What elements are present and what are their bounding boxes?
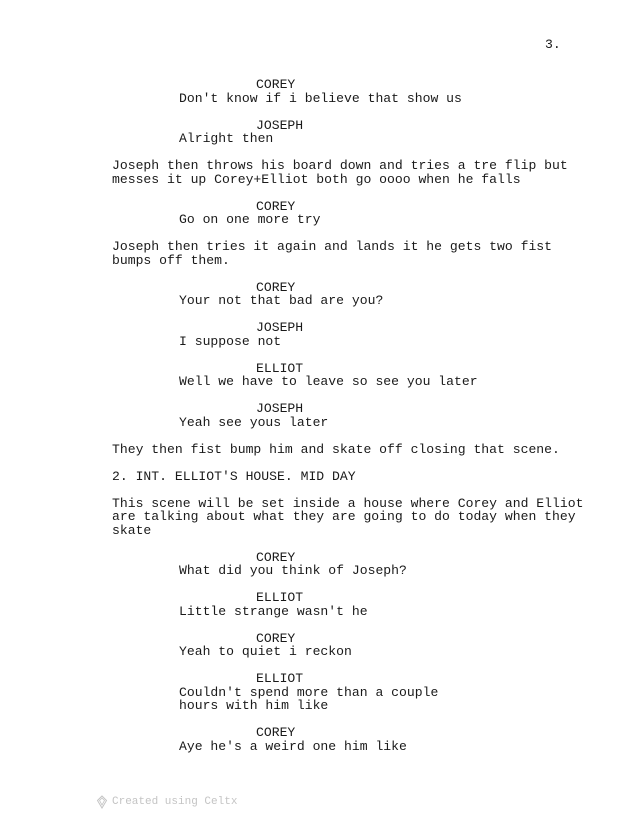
character-name: ELLIOT — [256, 360, 304, 376]
footer — [96, 795, 237, 809]
character-name: COREY — [256, 198, 296, 214]
character-name: JOSEPH — [256, 117, 304, 133]
blank-line — [112, 578, 572, 592]
blank-line — [112, 483, 572, 497]
character-name: ELLIOT — [256, 671, 304, 686]
dialogue-line: Yeah to quiet i reckon — [179, 644, 352, 659]
dialogue-line: Little strange wasn't he — [179, 603, 368, 619]
character-name: COREY — [256, 77, 296, 92]
dialogue-line: Yeah see yous later — [179, 414, 329, 430]
blank-line — [112, 267, 572, 281]
blank-line — [112, 348, 572, 362]
dialogue-line: I suppose not — [179, 333, 282, 349]
action-line: Joseph then throws his board down and tries a tre flip but — [112, 158, 568, 173]
footer-text: Created using Celtx — [112, 796, 238, 808]
dialogue-line: Go on one more try — [179, 212, 321, 227]
dialogue-line: Don't know if i believe that show us — [179, 90, 462, 106]
dialogue-line: What did you think of Joseph? — [179, 563, 407, 578]
action-line: messes it up Corey+Elliot both go oooo when he falls — [112, 171, 521, 187]
blank-line — [112, 713, 572, 727]
blank-line — [112, 186, 572, 200]
blank-line — [112, 105, 572, 119]
blank-line — [112, 618, 572, 632]
dialogue-line: Couldn't spend more than a couple — [179, 684, 439, 700]
character-name: COREY — [256, 279, 296, 295]
dialogue-line: hours with him like — [179, 698, 329, 713]
blank-line — [112, 456, 572, 470]
page-number: 3. — [545, 37, 561, 52]
action-line: 2. INT. ELLIOT'S HOUSE. MID DAY — [112, 468, 356, 484]
blank-line — [112, 308, 572, 322]
blank-line — [112, 146, 572, 160]
character-name: COREY — [256, 549, 296, 565]
action-line: skate — [112, 522, 152, 538]
character-name: JOSEPH — [256, 320, 304, 335]
dialogue-line: Alright then — [179, 131, 274, 146]
character-name: ELLIOT — [256, 590, 304, 605]
action-line: This scene will be set inside a house where Corey and Elliot — [112, 495, 584, 511]
celtx-logo-icon — [96, 795, 108, 809]
action-line: Joseph then tries it again and lands it he gets two fist — [112, 239, 553, 254]
dialogue-line: Aye he's a weird one him like — [179, 738, 407, 754]
dialogue-line: Well we have to leave so see you later — [179, 374, 478, 389]
blank-line — [112, 429, 572, 443]
blank-line — [112, 537, 572, 551]
action-line: are talking about what they are going to do today when they — [112, 509, 576, 524]
dialogue-line: Your not that bad are you? — [179, 293, 384, 308]
character-name: COREY — [256, 630, 296, 646]
blank-line — [112, 659, 572, 673]
action-line: bumps off them. — [112, 252, 230, 268]
character-name: JOSEPH — [256, 401, 304, 416]
action-line: They then fist bump him and skate off closing that scene. — [112, 441, 560, 457]
script-body — [112, 77, 584, 754]
character-name: COREY — [256, 725, 296, 740]
blank-line — [112, 227, 572, 241]
blank-line — [112, 389, 572, 403]
